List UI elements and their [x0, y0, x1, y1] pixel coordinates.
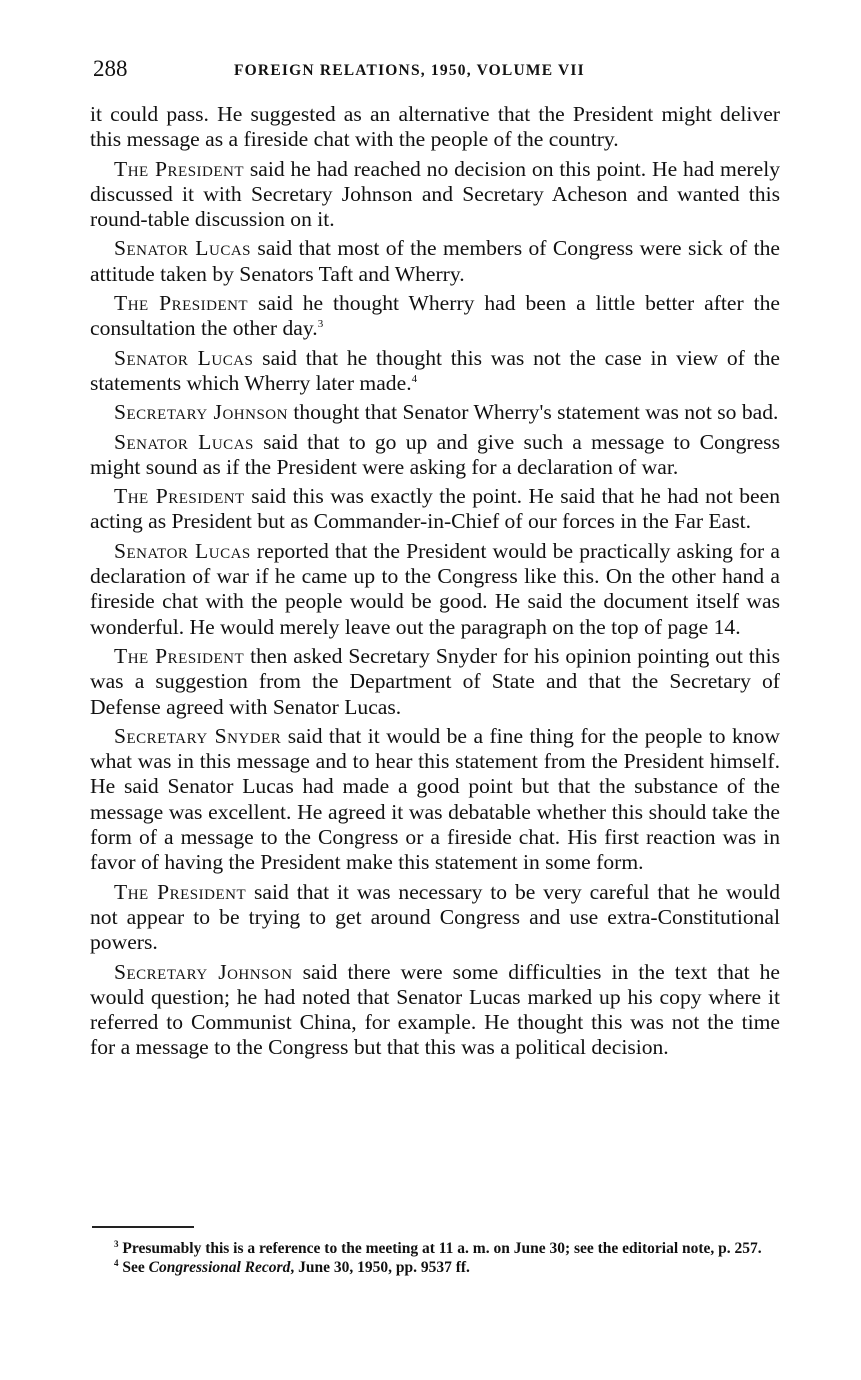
paragraph: [90, 539, 780, 640]
footnote-text: , June 30, 1950, pp. 9537 ff.: [290, 1258, 470, 1276]
footnote: [90, 1259, 780, 1278]
speaker-name: The President: [114, 879, 247, 904]
paragraph-text: then asked Secretary Snyder for his opinion pointing out this was a suggestion from the Department of State and that the Secretary of Defense agreed with Senator Lucas.: [90, 643, 780, 719]
paragraph: [90, 880, 780, 956]
speaker-name: Senator Lucas: [114, 236, 252, 261]
running-head: FOREIGN RELATIONS, 1950, VOLUME VII: [234, 62, 585, 79]
paragraph: [90, 291, 780, 342]
paragraph: [90, 430, 780, 481]
footnote-marker: 3: [114, 1238, 119, 1249]
paragraph-text: said this was exactly the point. He said that he had not been acting as President but as Commander-in-Chief of our forces in the Far East.: [90, 484, 780, 534]
footnote-text: See: [118, 1258, 149, 1276]
paragraph: [90, 960, 780, 1061]
body-text: [90, 102, 780, 1065]
footnote-reference[interactable]: 4: [411, 372, 418, 385]
paragraph-text: said he thought Wherry had been a little better after the consultation the other day.: [90, 291, 780, 341]
speaker-name: Senator Lucas: [114, 345, 254, 370]
paragraph-text: said that it was necessary to be very careful that he would not appear to be trying to get around Congress and use extra-Constitutional powers.: [90, 879, 780, 955]
paragraph: [90, 724, 780, 876]
paragraph-text: said that it would be a fine thing for the people to know what was in this message and to hear this statement from the President himself. He said Senator Lucas had made a good point but that the substance of the message was excellent. He agreed it was debatable whether this should take the form of a message to the Congress or a fireside chat. His first reaction was in favor of having the President make this statement in some form.: [90, 723, 780, 875]
paragraph-text: said that to go up and give such a message to Congress might sound as if the President were asking for a declaration of war.: [90, 429, 780, 479]
page-header: [90, 56, 780, 90]
paragraph: [90, 157, 780, 233]
paragraph: [90, 400, 780, 425]
speaker-name: Senator Lucas: [114, 538, 251, 563]
speaker-name: The President: [114, 484, 245, 509]
paragraph-text: it could pass. He suggested as an alternative that the President might deliver this message as a fireside chat with the people of the country.: [90, 102, 780, 152]
paragraph: [90, 346, 780, 397]
speaker-name: Secretary Johnson: [114, 959, 293, 984]
publication-title: Congressional Record: [148, 1258, 291, 1276]
paragraph: [90, 644, 780, 720]
paragraph-text: thought that Senator Wherry's statement was not so bad.: [287, 400, 779, 425]
speaker-name: The President: [114, 291, 249, 316]
footnote-divider: [92, 1226, 194, 1228]
speaker-name: Secretary Snyder: [114, 723, 282, 748]
footnote-reference[interactable]: 3: [317, 318, 324, 331]
speaker-name: The President: [114, 156, 245, 181]
paragraph-text: said he had reached no decision on this point. He had merely discussed it with Secretary Johnson and Secretary Acheson and wanted this round-table discussion on it.: [90, 156, 780, 232]
paragraph-text: reported that the President would be practically asking for a declaration of war if he came up to the Congress like this. On the other hand a fireside chat with the people would be good. He said the document itself was wonderful. He would merely leave out the paragraph on the top of page 14.: [90, 538, 780, 639]
speaker-name: The President: [114, 643, 245, 668]
footnote: [90, 1240, 780, 1259]
page-number: 288: [93, 56, 128, 81]
paragraph: [90, 236, 780, 287]
paragraph-text: said there were some difficulties in the text that he would question; he had noted that Senator Lucas marked up his copy where it referred to Communist China, for example. He thought this was not the time for a message to the Congress but that this was a political decision.: [90, 959, 780, 1060]
footnote-text: Presumably this is a reference to the meeting at 11 a. m. on June 30; see the editorial note, p. 257.: [118, 1240, 762, 1257]
paragraph-text: said that most of the members of Congress were sick of the attitude taken by Senators Taft and Wherry.: [90, 236, 780, 286]
speaker-name: Senator Lucas: [114, 429, 254, 454]
speaker-name: Secretary Johnson: [114, 400, 288, 425]
footnotes: [90, 1240, 780, 1277]
paragraph-text: said that he thought this was not the case in view of the statements which Wherry later made.: [90, 345, 780, 395]
paragraph-continued: [90, 102, 780, 153]
footnote-marker: 4: [114, 1257, 119, 1268]
paragraph: [90, 484, 780, 535]
